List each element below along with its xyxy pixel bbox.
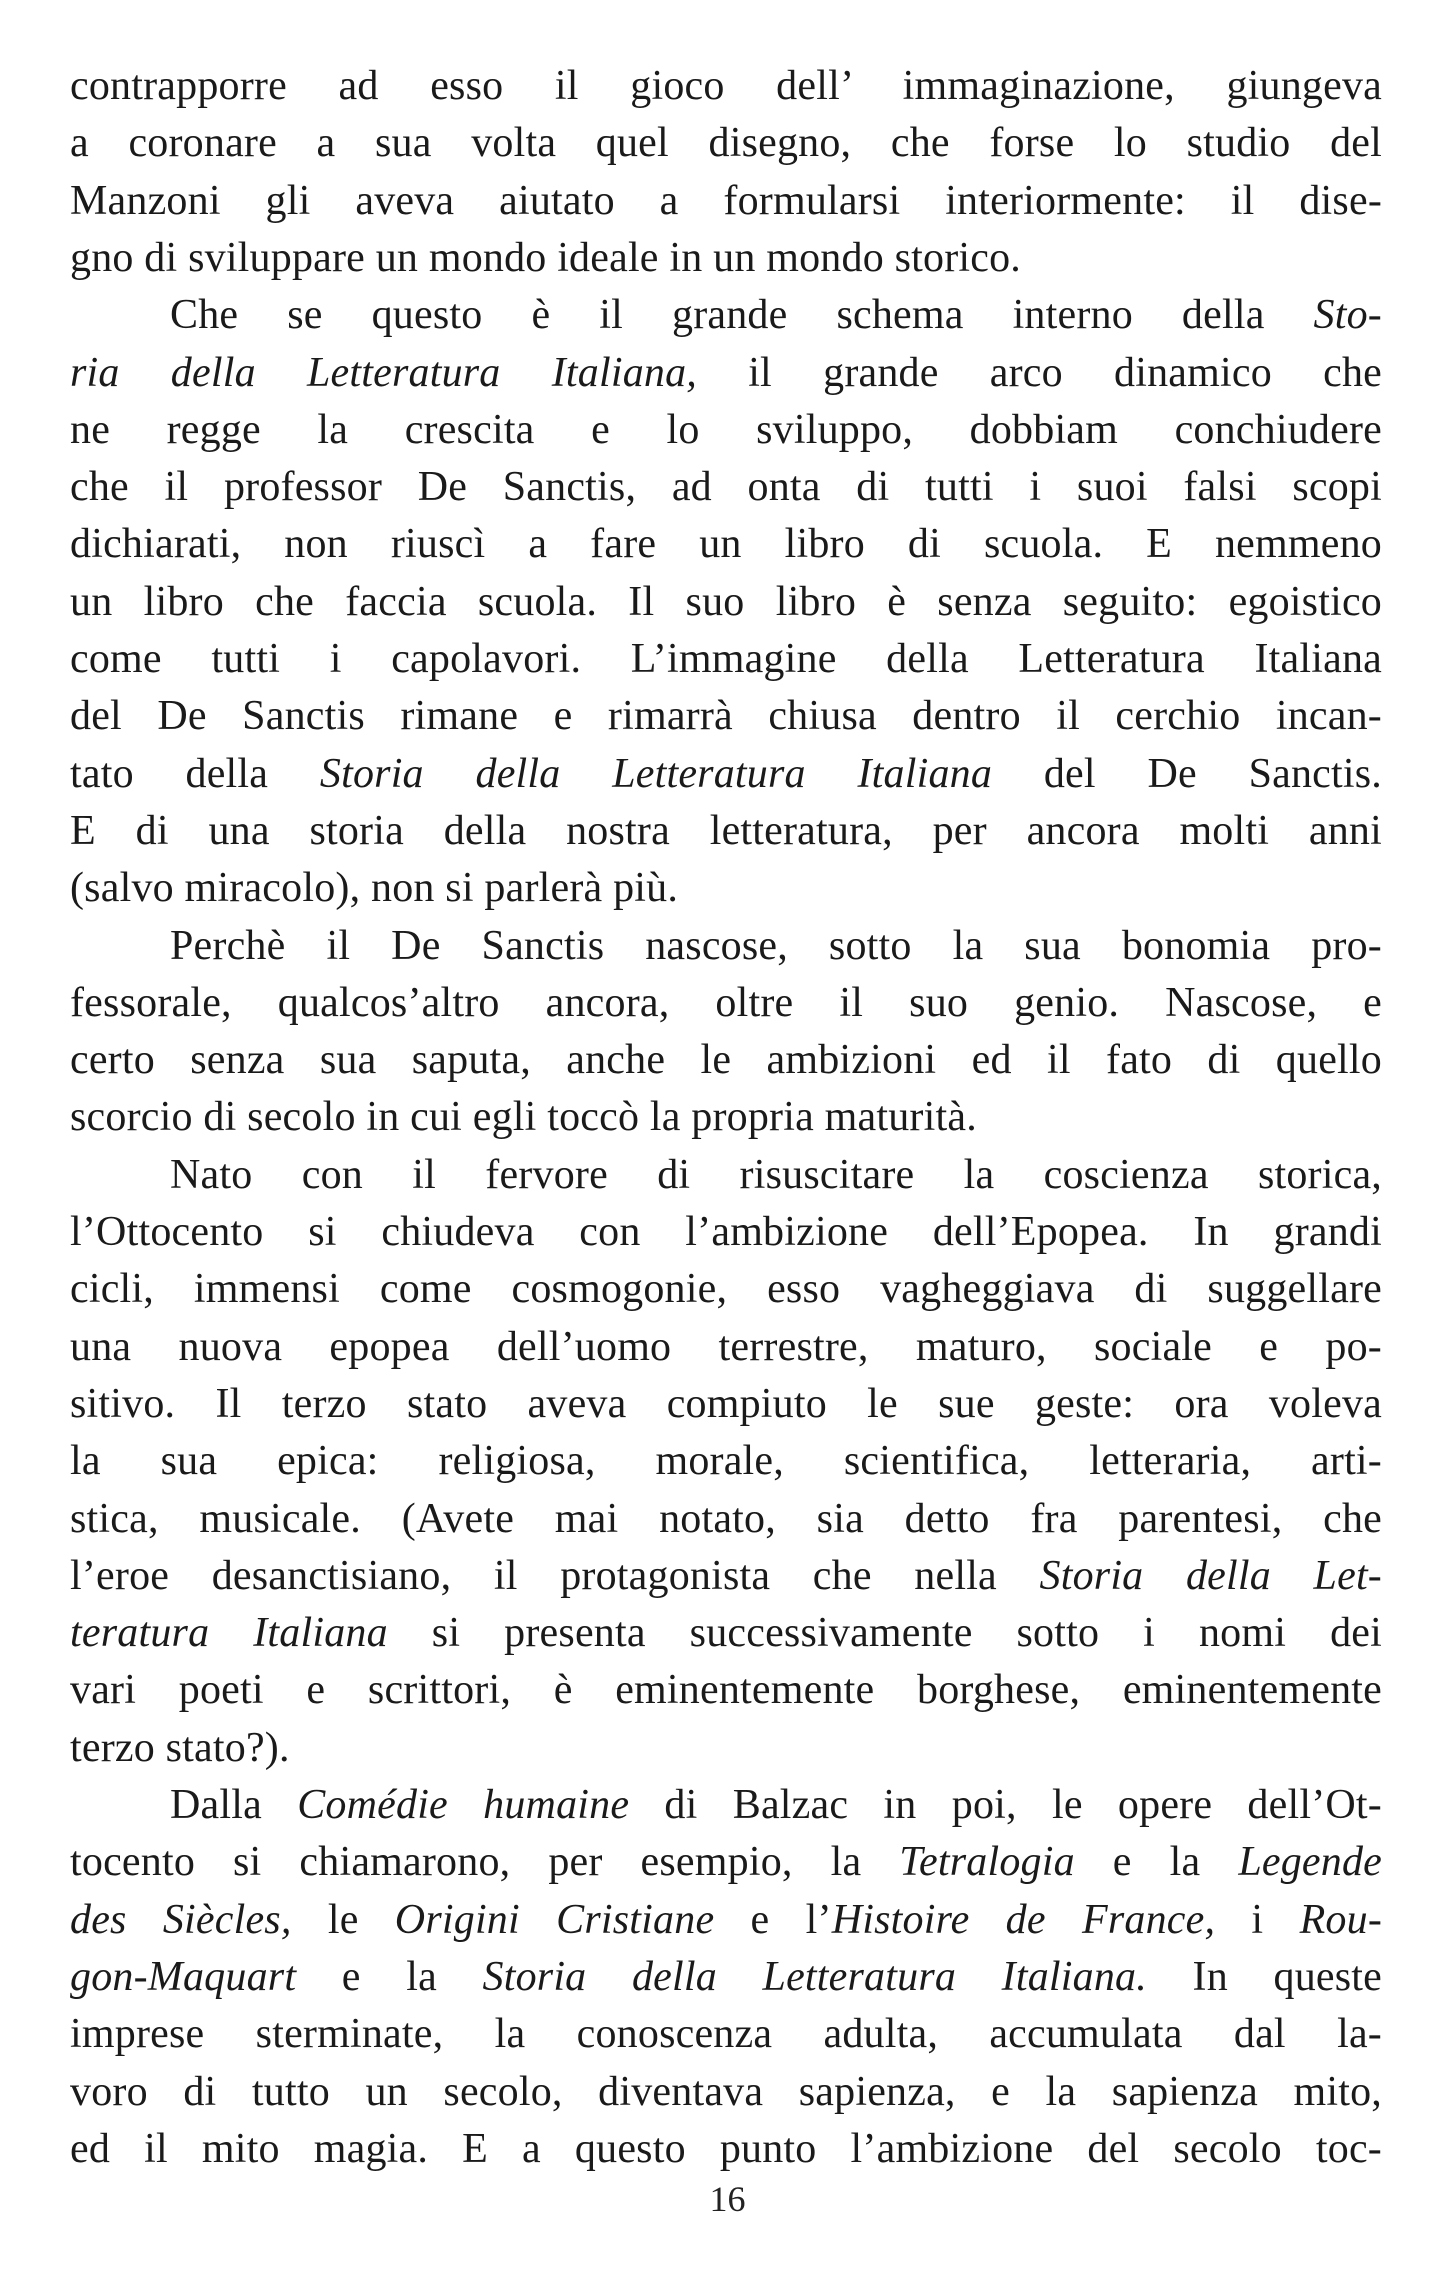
text-line — [70, 973, 1382, 1033]
text-segment: l’eroe desanctisiano, il protagonista che nella — [70, 1552, 1040, 1599]
italic-title-text: Rou- — [1299, 1896, 1383, 1943]
text-segment: Manzoni gli aveva aiutato a formularsi interiormente: il dise- — [70, 177, 1382, 224]
italic-title-text: Storia della Letteratura Italiana. — [482, 1953, 1147, 2000]
text-segment: si presenta successivamente sotto i nomi dei — [387, 1610, 1382, 1657]
text-segment: sitivo. Il terzo stato aveva compiuto le sue geste: ora voleva — [70, 1380, 1382, 1427]
text-line — [170, 285, 1382, 345]
text-segment: dichiarati, non riuscì a fare un libro di scuola. E nemmeno — [70, 521, 1382, 568]
text-segment: tocento si chiamarono, per esempio, la — [70, 1839, 900, 1886]
text-segment: E di una storia della nostra letteratura, per ancora molti anni — [70, 807, 1382, 854]
text-segment: di Balzac in poi, le opere dell’Ot- — [629, 1782, 1382, 1828]
text-segment: gno di sviluppare un mondo ideale in un mondo storico. — [70, 234, 1022, 281]
text-line — [70, 572, 1382, 632]
italic-title-text: Origini Cristiane — [394, 1896, 715, 1943]
text-line — [70, 113, 1382, 173]
text-segment: cicli, immensi come cosmogonie, esso vagheggiava di suggellare — [70, 1266, 1382, 1313]
text-line — [70, 1259, 1382, 1319]
text-line — [70, 1202, 1382, 1262]
text-line — [70, 1718, 1382, 1778]
text-line — [70, 1660, 1382, 1720]
text-segment: la sua epica: religiosa, morale, scientifica, letteraria, arti- — [70, 1438, 1382, 1485]
text-segment: fessorale, qualcos’altro ancora, oltre il suo genio. Nascose, e — [70, 979, 1382, 1026]
text-segment: imprese sterminate, la conoscenza adulta, accumulata dal la- — [70, 2011, 1382, 2058]
text-line — [70, 1030, 1382, 1090]
text-line — [70, 2004, 1382, 2064]
text-line — [70, 1603, 1382, 1663]
text-line — [70, 228, 1382, 288]
text-line — [70, 1374, 1382, 1434]
text-segment: del De Sanctis. — [992, 750, 1382, 797]
text-line — [70, 629, 1382, 689]
text-segment: voro di tutto un secolo, diventava sapienza, e la sapienza mito, — [70, 2068, 1382, 2115]
text-segment: che il professor De Sanctis, ad onta di tutti i suoi falsi scopi — [70, 464, 1382, 511]
text-segment: certo senza sua saputa, anche le ambizioni ed il fato di quello — [70, 1037, 1382, 1084]
text-line — [70, 343, 1382, 403]
text-segment: (salvo miracolo), non si parlerà più. — [70, 865, 679, 912]
italic-title-text: Storia della Letteratura Italiana — [319, 750, 993, 797]
text-line — [170, 1145, 1382, 1205]
text-segment: ne regge la crescita e lo sviluppo, dobbiam conchiudere — [70, 406, 1382, 453]
text-line — [70, 858, 1382, 918]
text-segment: In queste — [1146, 1953, 1383, 2000]
text-segment: tato della — [70, 750, 320, 797]
text-segment: vari poeti e scrittori, è eminentemente borghese, eminentemente — [70, 1667, 1382, 1714]
text-segment: contrapporre ad esso il gioco dell’ immaginazione, giungeva — [70, 63, 1382, 109]
text-segment: stica, musicale. (Avete mai notato, sia detto fra parentesi, che — [70, 1495, 1382, 1542]
text-line — [70, 686, 1382, 746]
text-line — [70, 400, 1382, 460]
text-segment: il grande arco dinamico che — [697, 349, 1382, 396]
text-segment: una nuova epopea dell’uomo terrestre, maturo, sociale e po- — [70, 1323, 1382, 1370]
text-line — [70, 1890, 1382, 1950]
text-segment: ed il mito magia. E a questo punto l’ambizione del secolo toc- — [70, 2125, 1382, 2172]
text-line — [70, 514, 1382, 574]
italic-title-text: Storia della Let- — [1039, 1552, 1382, 1599]
text-line — [70, 744, 1382, 804]
italic-title-text: teratura Italiana — [70, 1610, 388, 1657]
text-segment: terzo stato?). — [70, 1724, 290, 1771]
text-segment: l’Ottocento si chiudeva con l’ambizione dell’Epopea. In grandi — [70, 1209, 1382, 1255]
text-segment: a coronare a sua volta quel disegno, che forse lo studio del — [70, 120, 1382, 167]
text-line — [70, 457, 1382, 517]
text-segment: i — [1215, 1896, 1300, 1943]
text-line — [70, 171, 1382, 231]
text-line — [70, 1947, 1382, 2007]
text-segment: Dalla — [170, 1782, 298, 1828]
text-line — [70, 1317, 1382, 1377]
text-line — [70, 2062, 1382, 2122]
text-segment: e l’ — [714, 1896, 832, 1943]
text-line — [70, 1431, 1382, 1491]
italic-title-text: Legende — [1238, 1839, 1382, 1886]
text-line — [170, 916, 1382, 976]
text-line — [70, 56, 1382, 116]
text-segment: e la — [1074, 1839, 1239, 1886]
text-segment: un libro che faccia scuola. Il suo libro è senza seguito: egoistico — [70, 578, 1382, 625]
italic-title-text: Tetralogia — [899, 1839, 1075, 1886]
text-segment: Che se questo è il grande schema interno della — [170, 292, 1314, 339]
text-line — [70, 1832, 1382, 1892]
italic-title-text: Sto- — [1313, 292, 1382, 339]
italic-title-text: Histoire de France, — [831, 1896, 1216, 1943]
text-line — [70, 2119, 1382, 2179]
text-segment: le — [291, 1896, 395, 1943]
text-segment: e la — [296, 1953, 483, 2000]
text-line — [70, 801, 1382, 861]
text-segment: come tutti i capolavori. L’immagine della Letteratura Italiana — [70, 636, 1382, 682]
text-segment: del De Sanctis rimane e rimarrà chiusa dentro il cerchio incan- — [70, 693, 1382, 740]
text-segment: scorcio di secolo in cui egli toccò la propria maturità. — [70, 1094, 977, 1141]
italic-title-text: gon-Maquart — [70, 1953, 297, 2000]
text-segment: Nato con il fervore di risuscitare la coscienza storica, — [170, 1151, 1382, 1198]
italic-title-text: des Siècles, — [70, 1896, 292, 1943]
italic-title-text: Comédie humaine — [297, 1782, 630, 1828]
text-line — [70, 1489, 1382, 1549]
text-segment: Perchè il De Sanctis nascose, sotto la sua bonomia pro- — [170, 922, 1382, 969]
italic-title-text: ria della Letteratura Italiana, — [70, 349, 697, 396]
text-line — [170, 1775, 1382, 1835]
text-line — [70, 1546, 1382, 1606]
page-number: 16 — [709, 2179, 746, 2219]
text-line — [70, 1087, 1382, 1147]
